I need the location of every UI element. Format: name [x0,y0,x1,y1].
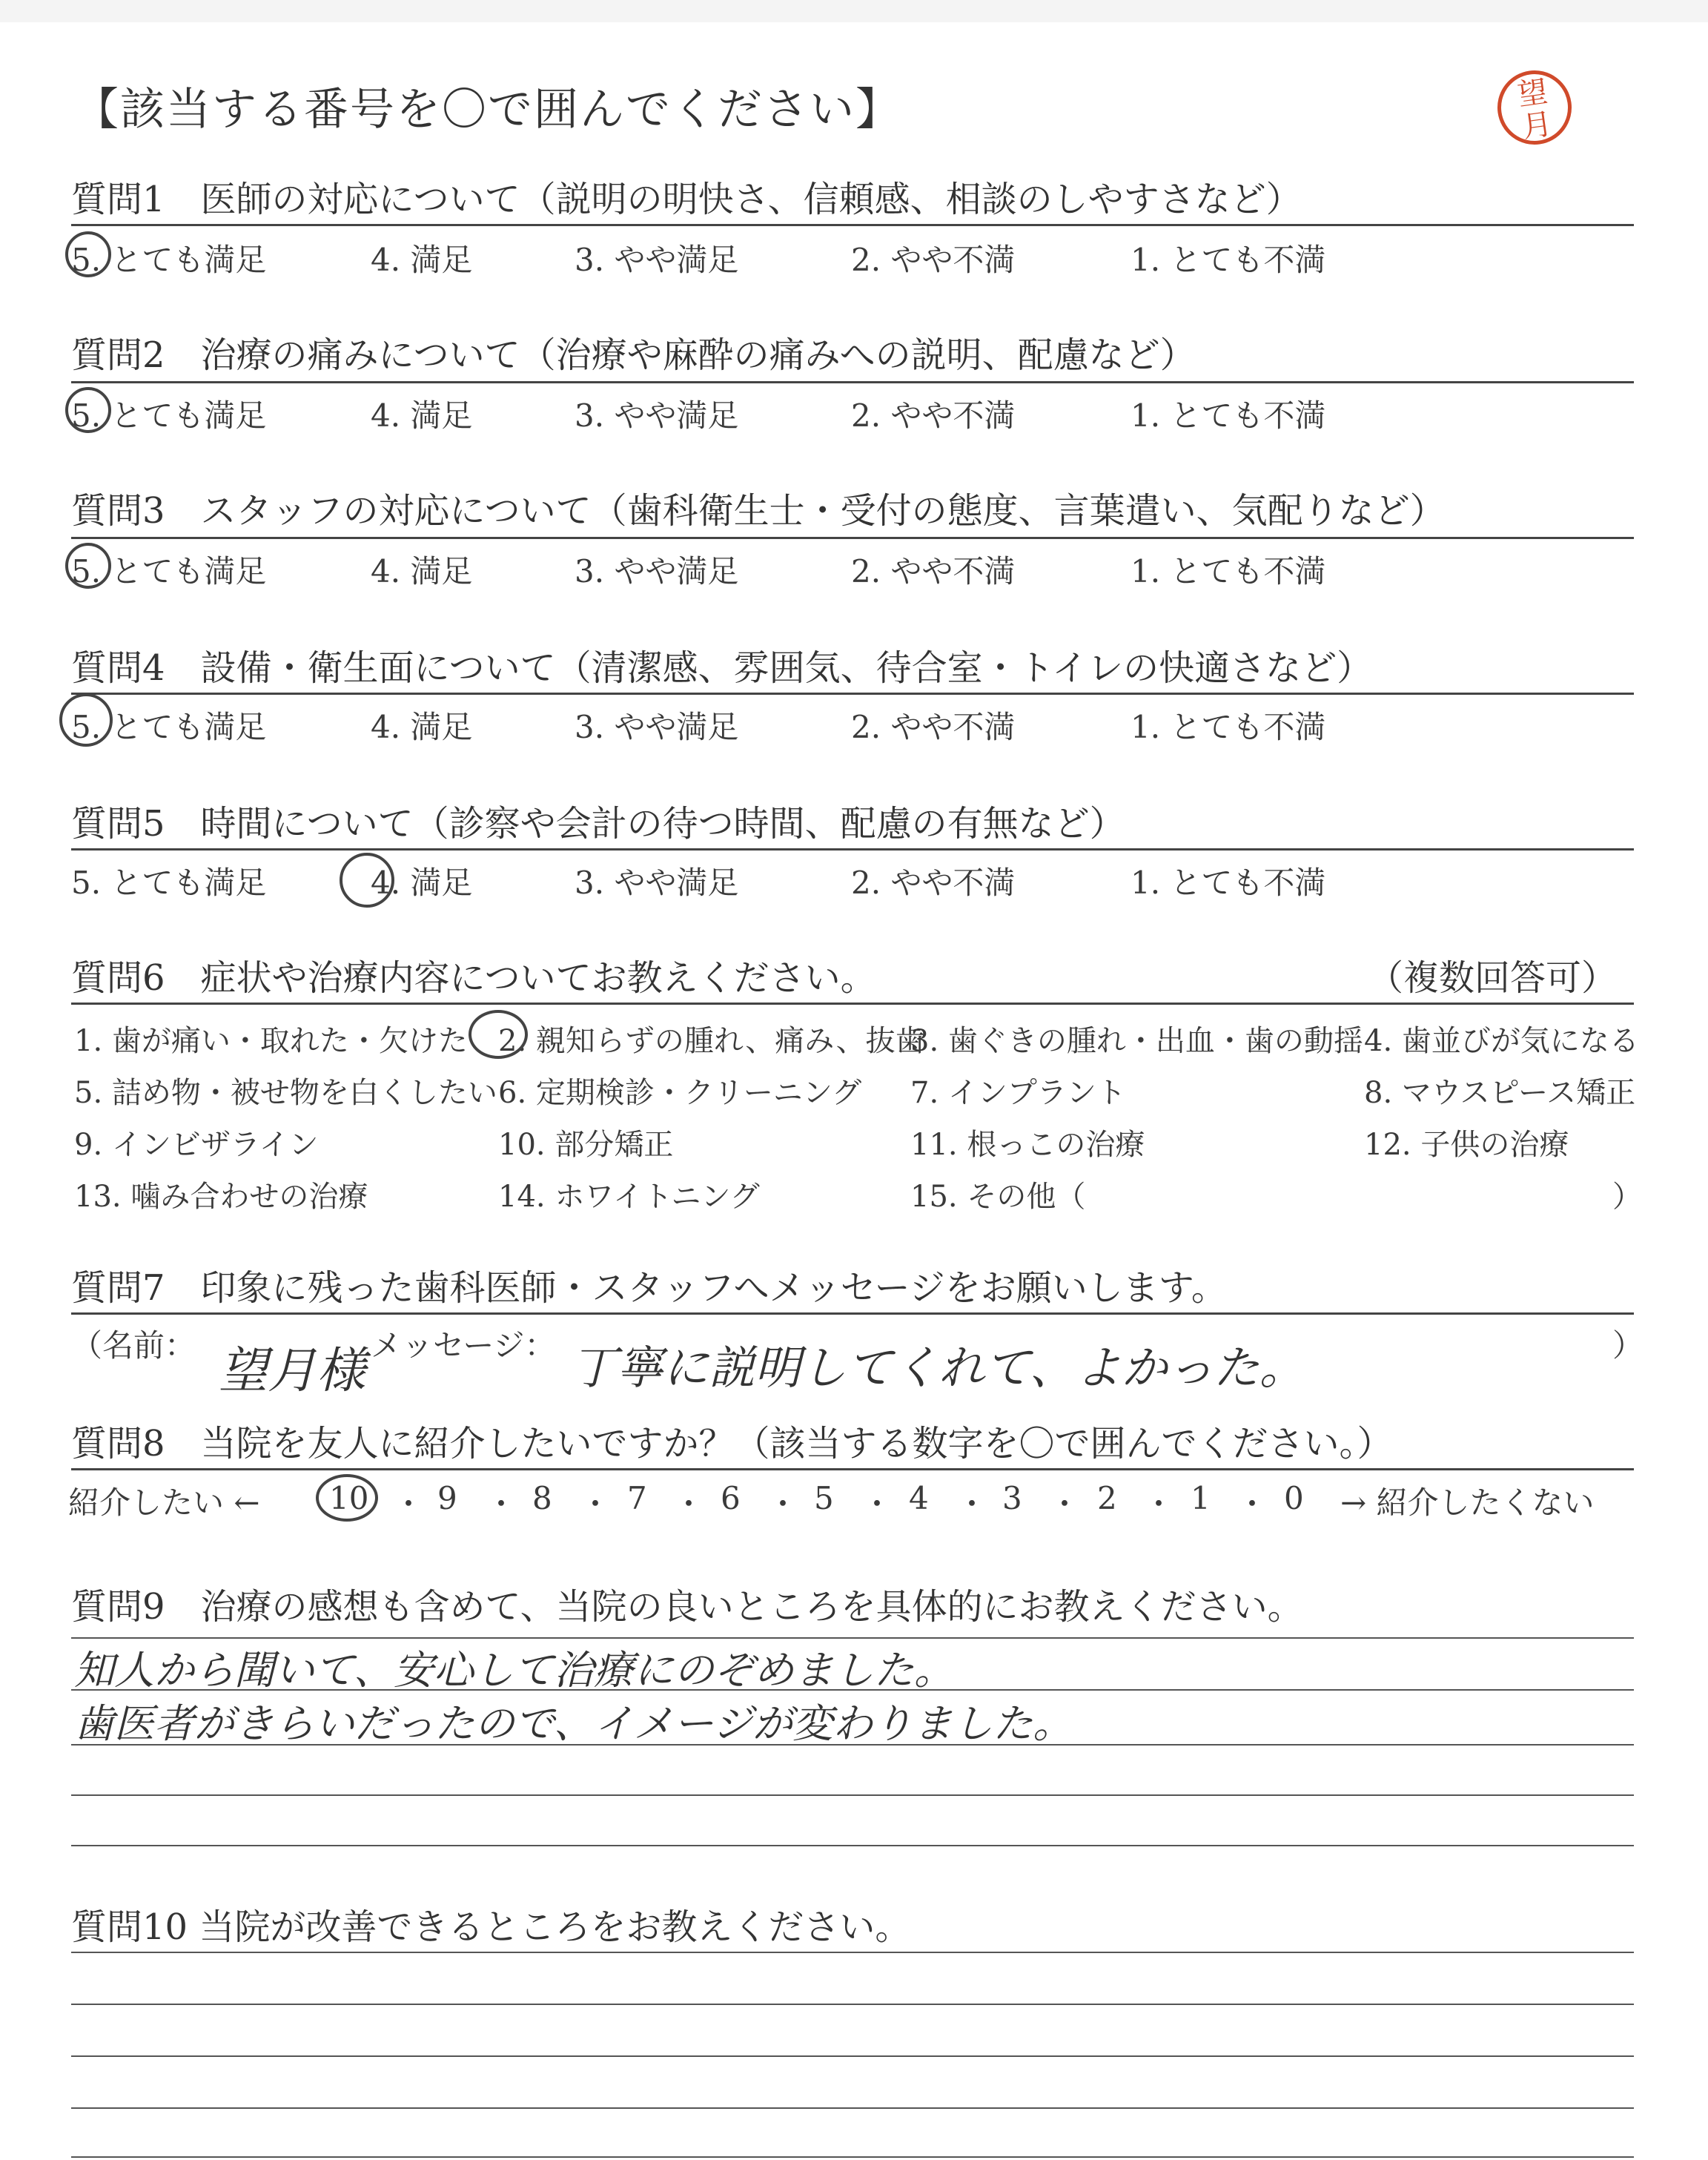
q8-scale-1[interactable]: 1 [1191,1480,1211,1516]
q5-title: 質問5 時間について（診察や会計の待つ時間、配慮の有無など） [71,803,1125,845]
q1-option-2[interactable]: 2. やや不満 [851,242,1016,278]
q1-option-1[interactable]: 1. とても不満 [1131,242,1326,278]
q4-option-4[interactable]: 4. 満足 [371,709,473,745]
q2-option-1[interactable]: 1. とても不満 [1131,397,1326,434]
name-seal-stamp: 望 月 [1493,66,1577,150]
q10-line-5 [71,2156,1634,2158]
q3-option-3[interactable]: 3. やや満足 [575,553,739,589]
q6-item-9[interactable]: 9. インビザライン [74,1128,319,1162]
q3-option-1[interactable]: 1. とても不満 [1131,553,1326,589]
q8-dot: ・ [1237,1486,1268,1522]
q8-scale-5[interactable]: 5 [814,1480,834,1516]
q6-item-11[interactable]: 11. 根っこの治療 [910,1128,1145,1162]
q2-rule [71,381,1634,383]
q2-option-4[interactable]: 4. 満足 [371,397,473,434]
q8-left-label: 紹介したい ← [68,1484,260,1521]
q8-right-label: → 紹介したくない [1340,1484,1595,1521]
q6-item-10[interactable]: 10. 部分矯正 [498,1128,674,1162]
q1-title: 質問1 医師の対応について（説明の明快さ、信頼感、相談のしやすさなど） [71,179,1302,220]
q5-option-3[interactable]: 3. やや満足 [575,865,739,901]
q9-line-4 [71,1794,1634,1796]
scan-edge [0,0,1708,22]
q6-item-3[interactable]: 3. 歯ぐきの腫れ・出血・歯の動揺 [910,1024,1363,1058]
q8-selection-circle [316,1474,378,1522]
q8-rule [71,1468,1634,1470]
q4-option-2[interactable]: 2. やや不満 [851,709,1016,745]
q4-option-1[interactable]: 1. とても不満 [1131,709,1326,745]
q3-option-4[interactable]: 4. 満足 [371,553,473,589]
q6-item-5[interactable]: 5. 詰め物・被せ物を白くしたい [74,1076,497,1110]
form-header: 【該当する番号を〇で囲んでください】 [74,84,901,136]
q10-title: 質問10 当院が改善できるところをお教えください。 [71,1906,911,1948]
q7-rule [71,1312,1634,1315]
q6-selection-circle [469,1010,528,1059]
q8-scale-7[interactable]: 7 [627,1480,647,1516]
q9-title: 質問9 治療の感想も含めて、当院の良いところを具体的にお教えください。 [71,1586,1303,1628]
q8-dot: ・ [1143,1486,1175,1522]
q3-title: 質問3 スタッフの対応について（歯科衛生士・受付の態度、言葉遣い、気配りなど） [71,490,1446,532]
q10-line-1 [71,1952,1634,1953]
q10-line-2 [71,2004,1634,2005]
q8-scale-4[interactable]: 4 [909,1480,929,1516]
q4-option-3[interactable]: 3. やや満足 [575,709,739,745]
q3-rule [71,537,1634,539]
q9-answer-line-1[interactable]: 知人から聞いて、安心して治療にのぞめました。 [74,1647,954,1694]
q8-dot: ・ [767,1486,799,1522]
q6-rule [71,1003,1634,1005]
q3-option-2[interactable]: 2. やや不満 [851,553,1016,589]
q8-title: 質問8 当院を友人に紹介したいですか？（該当する数字を〇で囲んでください。） [71,1423,1393,1464]
q6-other-close-paren: ） [1612,1180,1642,1214]
q6-item-15[interactable]: 15. その他（ [910,1180,1086,1214]
q4-option-5[interactable]: 5. とても満足 [71,709,267,745]
q6-item-12[interactable]: 12. 子供の治療 [1364,1128,1569,1162]
q5-option-2[interactable]: 2. やや不満 [851,865,1016,901]
q1-option-4[interactable]: 4. 満足 [371,242,473,278]
q8-scale-6[interactable]: 6 [721,1480,741,1516]
q7-name-handwritten[interactable]: 望月様 [219,1342,365,1399]
q10-line-3 [71,2055,1634,2057]
q3-option-5[interactable]: 5. とても満足 [71,553,267,589]
q5-selection-circle [340,853,394,908]
q2-option-2[interactable]: 2. やや不満 [851,397,1016,434]
q8-scale-8[interactable]: 8 [532,1480,552,1516]
q1-option-3[interactable]: 3. やや満足 [575,242,739,278]
q8-dot: ・ [393,1486,425,1522]
q8-dot: ・ [580,1486,612,1522]
q6-item-14[interactable]: 14. ホワイトニング [498,1180,760,1214]
q6-multiple-note: （複数回答可） [1368,957,1618,999]
q8-dot: ・ [956,1486,988,1522]
q2-selection-circle [65,387,111,433]
q6-item-4[interactable]: 4. 歯並びが気になる [1364,1024,1639,1058]
q8-dot: ・ [673,1486,705,1522]
q1-rule [71,224,1634,226]
q2-title: 質問2 治療の痛みについて（治療や麻酔の痛みへの説明、配慮など） [71,334,1196,376]
q9-line-5 [71,1845,1634,1846]
q8-dot: ・ [1049,1486,1081,1522]
q7-message-handwritten[interactable]: 丁寧に説明してくれて、よかった。 [571,1341,1305,1395]
q4-title: 質問4 設備・衛生面について（清潔感、雰囲気、待合室・トイレの快適さなど） [71,647,1373,689]
q7-title: 質問7 印象に残った歯科医師・スタッフへメッセージをお願いします。 [71,1267,1227,1309]
q10-line-4 [71,2107,1634,2109]
q4-selection-circle [59,693,113,747]
q6-item-13[interactable]: 13. 噛み合わせの治療 [74,1180,368,1214]
q6-item-1[interactable]: 1. 歯が痛い・取れた・欠けた [74,1024,468,1058]
q4-rule [71,693,1634,695]
q8-scale-3[interactable]: 3 [1002,1480,1022,1516]
q9-answer-line-2[interactable]: 歯医者がきらいだったので、イメージが変わりました。 [74,1700,1073,1747]
q7-message-label: メッセージ： [371,1327,556,1364]
q1-option-5[interactable]: 5. とても満足 [71,242,267,278]
q6-item-6[interactable]: 6. 定期検診・クリーニング [498,1076,862,1110]
q8-scale-10[interactable]: 10 [329,1480,369,1516]
q6-item-7[interactable]: 7. インプラント [910,1076,1126,1110]
q8-scale-2[interactable]: 2 [1097,1480,1117,1516]
q6-item-8[interactable]: 8. マウスピース矯正 [1364,1076,1636,1110]
q8-dot: ・ [486,1486,517,1522]
q5-option-1[interactable]: 1. とても不満 [1131,865,1326,901]
q8-dot: ・ [861,1486,893,1522]
q5-option-5[interactable]: 5. とても満足 [71,865,267,901]
q1-selection-circle [65,231,111,277]
q6-title: 質問6 症状や治療内容についてお教えください。 [71,957,876,999]
q8-scale-9[interactable]: 9 [437,1480,457,1516]
q5-rule [71,848,1634,851]
q2-option-3[interactable]: 3. やや満足 [575,397,739,434]
q3-selection-circle [65,543,111,589]
q2-option-5[interactable]: 5. とても満足 [71,397,267,434]
q6-item-2[interactable]: 2. 親知らずの腫れ、痛み、抜歯 [498,1024,925,1058]
q7-name-label: （名前： [71,1327,196,1364]
q8-scale-0[interactable]: 0 [1284,1480,1304,1516]
q7-close-paren: ） [1612,1327,1644,1364]
q5-option-4[interactable]: 4. 満足 [371,865,473,901]
